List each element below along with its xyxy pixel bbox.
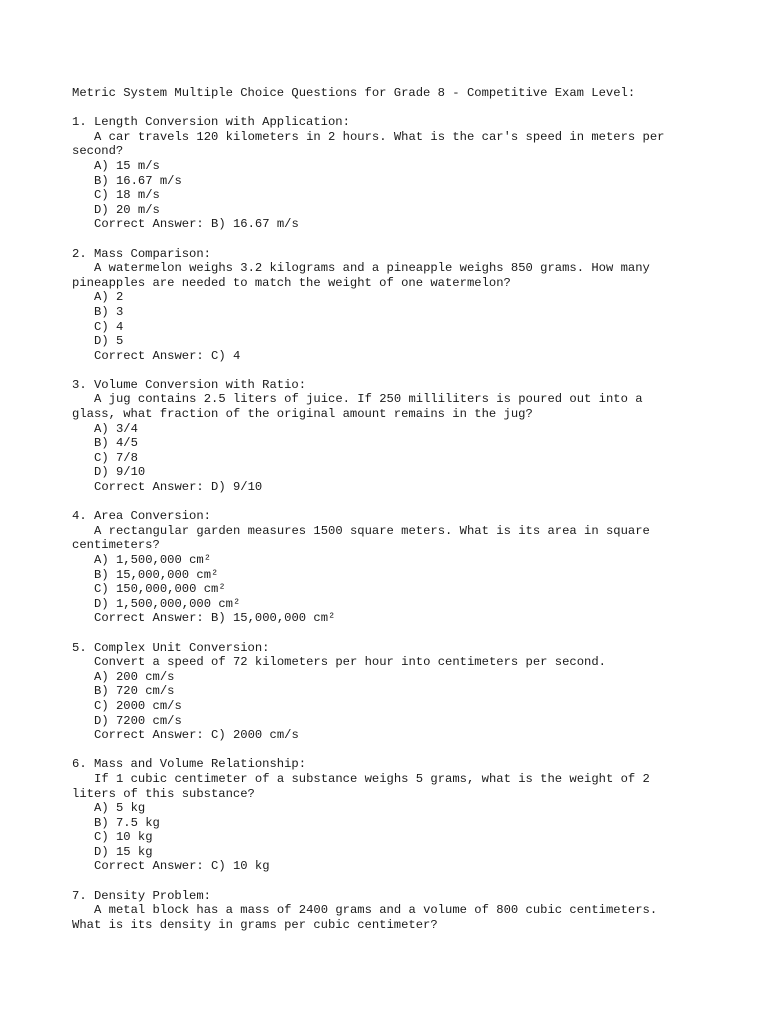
option-c: C) 10 kg (94, 830, 153, 845)
correct-answer: Correct Answer: B) 15,000,000 cm² (94, 611, 336, 626)
option-d: D) 15 kg (94, 844, 153, 859)
option-a: A) 5 kg (94, 801, 146, 816)
question-6 (72, 757, 692, 874)
option-a: A) 2 (94, 290, 124, 305)
option-list (72, 670, 692, 728)
question-2 (72, 247, 692, 364)
question-text: A metal block has a mass of 2400 grams and a volume of 800 cubic centimeters. What is its density in grams per cubic centimeter? (72, 903, 658, 932)
question-heading: 4. Area Conversion: (72, 509, 211, 524)
option-b: B) 3 (94, 304, 124, 319)
option-b: B) 16.67 m/s (94, 173, 182, 188)
option-list (72, 422, 692, 480)
option-a: A) 200 cm/s (94, 669, 175, 684)
option-a: A) 3/4 (94, 421, 138, 436)
option-d: D) 5 (94, 334, 124, 349)
question-heading: 6. Mass and Volume Relationship: (72, 757, 307, 772)
question-text: If 1 cubic centimeter of a substance weighs 5 grams, what is the weight of 2 liters of this substance? (72, 771, 650, 801)
option-list (72, 801, 692, 859)
option-list (72, 159, 692, 217)
question-4 (72, 509, 692, 626)
question-text: A rectangular garden measures 1500 square meters. What is its area in square centimeters? (72, 523, 650, 553)
option-c: C) 2000 cm/s (94, 698, 182, 713)
option-c: C) 4 (94, 319, 124, 334)
option-b: B) 720 cm/s (94, 684, 175, 699)
question-heading: 3. Volume Conversion with Ratio: (72, 377, 307, 392)
option-b: B) 7.5 kg (94, 815, 160, 830)
document-page (72, 86, 692, 947)
question-text: A jug contains 2.5 liters of juice. If 250 milliliters is poured out into a glass, what fraction of the original amount remains in the jug? (72, 392, 643, 422)
question-text: A car travels 120 kilometers in 2 hours. What is the car's speed in meters per second? (72, 129, 665, 159)
option-d: D) 7200 cm/s (94, 713, 182, 728)
option-b: B) 4/5 (94, 436, 138, 451)
option-b: B) 15,000,000 cm² (94, 567, 219, 582)
question-7 (72, 889, 692, 933)
option-d: D) 1,500,000,000 cm² (94, 596, 241, 611)
option-d: D) 20 m/s (94, 202, 160, 217)
question-1 (72, 115, 692, 232)
correct-answer: Correct Answer: C) 2000 cm/s (94, 728, 299, 743)
option-c: C) 7/8 (94, 450, 138, 465)
option-d: D) 9/10 (94, 465, 146, 480)
option-c: C) 18 m/s (94, 188, 160, 203)
question-heading: 1. Length Conversion with Application: (72, 115, 350, 130)
document-title: Metric System Multiple Choice Questions for Grade 8 - Competitive Exam Level: (72, 86, 636, 100)
question-text: A watermelon weighs 3.2 kilograms and a pineapple weighs 850 grams. How many pineapples are needed to match the weight of one watermelon? (72, 261, 650, 290)
correct-answer: Correct Answer: B) 16.67 m/s (94, 217, 299, 232)
question-heading: 2. Mass Comparison: (72, 246, 211, 261)
option-list (72, 290, 692, 348)
question-5 (72, 641, 692, 743)
correct-answer: Correct Answer: C) 4 (94, 348, 241, 363)
correct-answer: Correct Answer: D) 9/10 (94, 480, 263, 495)
option-list (72, 553, 692, 611)
question-heading: 5. Complex Unit Conversion: (72, 640, 270, 655)
option-a: A) 15 m/s (94, 158, 160, 173)
question-3 (72, 378, 692, 495)
question-text: Convert a speed of 72 kilometers per hour into centimeters per second. (94, 655, 606, 670)
question-heading: 7. Density Problem: (72, 888, 211, 903)
option-a: A) 1,500,000 cm² (94, 553, 212, 567)
option-c: C) 150,000,000 cm² (94, 582, 226, 597)
correct-answer: Correct Answer: C) 10 kg (94, 859, 270, 874)
